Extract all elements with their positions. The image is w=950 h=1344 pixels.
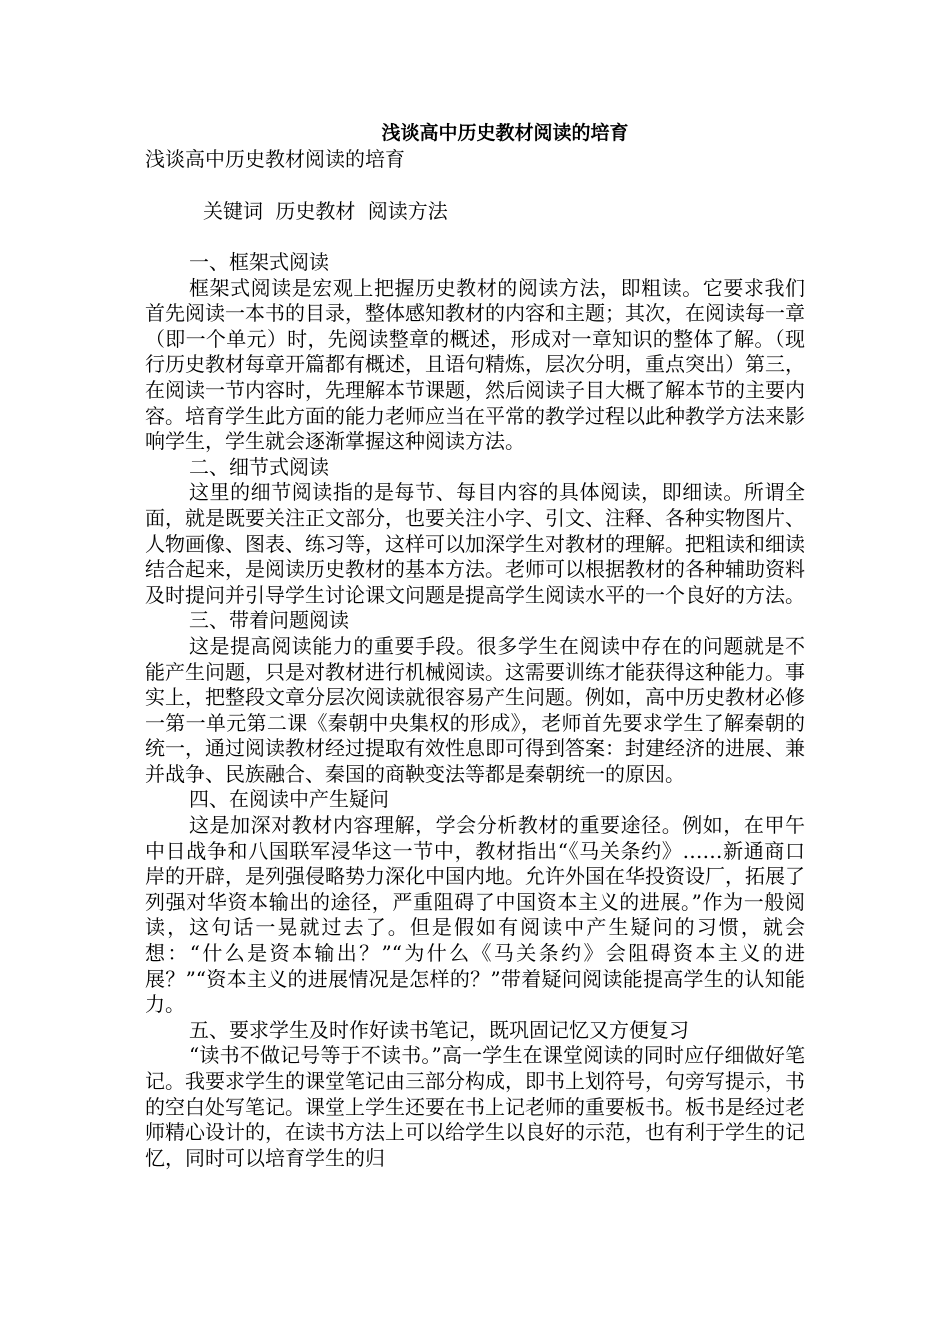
keywords-line: 关键词 历史教材 阅读方法	[203, 199, 448, 223]
section-paragraph: 框架式阅读是宏观上把握历史教材的阅读方法，即粗读。它要求我们首先阅读一本书的目录，整体感知教材的内容和主题；其次，在阅读每一章（即一个单元）时，先阅读整章的概述，形成对一章知识的整体了解。（现行历史教材每章开篇都有概述，且语句精炼，层次分明，重点突出）第三，在阅读一节内容时，先理解本节课题，然后阅读子目大概了解本节的主要内容。培育学生此方面的能力老师应当在平常的教学过程以此种教学方法来影响学生，学生就会逐渐掌握这种阅读方法。	[145, 275, 805, 454]
section-paragraph: 这是加深对教材内容理解，学会分析教材的重要途径。例如，在甲午中日战争和八国联军浸华这一节中，教材指出“《马关条约》……新通商口岸的开辟，是列强侵略势力深化中国内地。允许外国在华投资设厂，拓展了列强对华资本输出的途径，严重阻碍了中国资本主义的进展。”作为一般阅读，这句话一晃就过去了。但是假如有阅读中产生疑问的习惯，就会想：“什么是资本输出？”“为什么《马关条约》会阻碍资本主义的进展？”“资本主义的进展情况是怎样的？”带着疑问阅读能提高学生的认知能力。	[145, 813, 805, 1017]
section-heading: 二、细节式阅读	[189, 454, 329, 479]
section-paragraph: 这里的细节阅读指的是每节、每目内容的具体阅读，即细读。所谓全面，就是既要关注正文部分，也要关注小字、引文、注释、各种实物图片、人物画像、图表、练习等，这样可以加深学生对教材的理解。把粗读和细读结合起来，是阅读历史教材的基本方法。老师可以根据教材的各种辅助资料及时提问并引导学生讨论课文问题是提高学生阅读水平的一个良好的方法。	[145, 480, 805, 607]
section-paragraph: “读书不做记号等于不读书。”高一学生在课堂阅读的同时应仔细做好笔记。我要求学生的课堂笔记由三部分构成，即书上划符号，句旁写提示，书的空白处写笔记。课堂上学生还要在书上记老师的重要板书。板书是经过老师精心设计的，在读书方法上可以给学生以良好的示范，也有利于学生的记忆，同时可以培育学生的归	[145, 1043, 805, 1170]
document-page	[145, 120, 805, 1171]
document-body	[145, 250, 805, 1171]
document-title: 浅谈高中历史教材阅读的培育	[381, 122, 629, 144]
section-paragraph: 这是提高阅读能力的重要手段。很多学生在阅读中存在的问题就是不能产生问题，只是对教材进行机械阅读。这需要训练才能获得这种能力。事实上，把整段文章分层次阅读就很容易产生问题。例如，高中历史教材必修一第一单元第二课《秦朝中央集权的形成》，老师首先要求学生了解秦朝的统一，通过阅读教材经过提取有效性息即可得到答案：封建经济的进展、兼并战争、民族融合、秦国的商鞅变法等都是秦朝统一的原因。	[145, 633, 805, 786]
document-subtitle: 浅谈高中历史教材阅读的培育	[145, 147, 405, 171]
section-heading: 三、带着问题阅读	[189, 608, 349, 633]
section-heading: 四、在阅读中产生疑问	[189, 787, 389, 812]
section-heading: 五、要求学生及时作好读书笔记，既巩固记忆又方便复习	[189, 1017, 689, 1042]
section-heading: 一、框架式阅读	[189, 250, 329, 274]
